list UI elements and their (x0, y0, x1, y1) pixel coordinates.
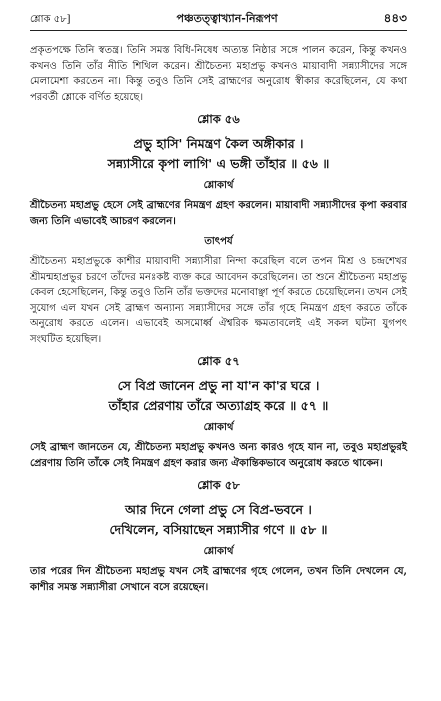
verse-56-purport: শ্রীচৈতন্য মহাপ্রভুকে কাশীর মায়াবাদী সন্ন্যাসীরা নিন্দা করেছিল বলে তপন মিশ্র ও চন্দ্রশেখর শ্রীমন্মহাপ্রভুর চরণে তাঁদের মনঃকষ্ট ব্যক্ত করে আবেদন করেছিলেন। তা শুনে শ্রীচৈতন্য মহাপ্রভু কেবল হেসেছিলেন, কিন্তু তবুও তিনি তাঁর ভক্তদের মনোবাঞ্ছা পূর্ণ করতে চেয়েছিলেন। তখন সেই সুযোগ এল যখন সেই ব্রাহ্মণ অন্যান্য সন্ন্যাসীদের সঙ্গে তাঁর গৃহে নিমন্ত্রণ গ্রহণ করতে তাঁকে অনুরোধ করতে এলেন। এভাবেই অসমোর্ধ্ব ঐশ্বরিক ক্ষমতাবলেই এই সকল ঘটনা যুগপৎ সংঘটিত হয়েছিল। (30, 256, 407, 345)
running-header (30, 10, 407, 31)
verse-58-text (30, 500, 407, 540)
verse-58-translation: তার পরের দিন শ্রীচৈতন্য মহাপ্রভু যখন সেই ব্রাহ্মণের গৃহে গেলেন, তখন তিনি দেখলেন যে, কাশীর সমস্ত সন্ন্যাসীরা সেখানে বসে রয়েছেন। (30, 566, 407, 593)
verse-58-line-1: আর দিনে গেলা প্রভু সে বিপ্র-ভবনে । (125, 502, 312, 517)
verse-58-heading: শ্লোক ৫৮ (197, 478, 240, 492)
verse-57-line-1: সে বিপ্র জানেন প্রভু না যা'ন কা'র ঘরে । (117, 378, 320, 393)
verse-56-purport-label: তাৎপর্য (204, 236, 233, 247)
verse-56-line-1: প্রভু হাসি' নিমন্ত্রণ কৈল অঙ্গীকার । (133, 136, 304, 151)
verse-56-translation: শ্রীচৈতন্য মহাপ্রভু হেসে সেই ব্রাহ্মণের নিমন্ত্রণ গ্রহণ করলেন। মায়াবাদী সন্ন্যাসীদের কৃপা করবার জন্য তিনি এভাবেই আচরণ করলেন। (30, 200, 407, 227)
verse-58-translation-label: শ্লোকার্থ (203, 546, 234, 557)
verse-56-text (30, 134, 407, 174)
header-verse-ref: শ্লোক ৫৮] (30, 14, 71, 25)
verse-57-line-2: তাঁহার প্রেরণায় তাঁরে অত্যাগ্রহ করে ॥ ৫৭ ॥ (108, 398, 329, 413)
verse-57-heading: শ্লোক ৫৭ (197, 354, 240, 368)
verse-58-line-2: দেখিলেন, বসিয়াছেন সন্ন্যাসীর গণে ॥ ৫৮ ॥ (109, 522, 328, 537)
verse-56-heading: শ্লোক ৫৬ (197, 112, 240, 126)
intro-paragraph: প্রকৃতপক্ষে তিনি স্বতন্ত্র। তিনি সমস্ত বিধি-নিষেধ অত্যন্ত নিষ্ঠার সঙ্গে পালন করেন, কিন্তু কখনও কখনও তিনি তাঁর নীতি শিথিল করেন। শ্রীচৈতন্য মহাপ্রভু কখনও মায়াবাদী সন্ন্যাসীদের সঙ্গে মেলামেশা করতেন না। কিন্তু তবুও তিনি সেই ব্রাহ্মণের অনুরোধ স্বীকার করেছিলেন, যে কথা পরবর্তী শ্লোকে বর্ণিত হয়েছে। (30, 45, 407, 103)
verse-57-translation-label: শ্লোকার্থ (203, 422, 234, 433)
verse-56-translation-label: শ্লোকার্থ (203, 180, 234, 191)
verse-57-translation: সেই ব্রাহ্মণ জানতেন যে, শ্রীচৈতন্য মহাপ্রভু কখনও অন্য কারও গৃহে যান না, তবুও মহাপ্রভুরই প্রেরণায় তিনি তাঁকে সেই নিমন্ত্রণ গ্রহণ করার জন্য ঐকান্তিকভাবে অনুরোধ করতে থাকেন। (30, 442, 407, 469)
header-chapter-title: পঞ্চতত্ত্বাখ্যান-নিরূপণ (176, 12, 278, 25)
verse-57-text (30, 376, 407, 416)
verse-56-line-2: সন্ন্যাসীরে কৃপা লাগি' এ ভঙ্গী তাঁহার ॥ ৫৬ ॥ (107, 156, 330, 171)
header-page-number: ৪৪৩ (383, 11, 407, 25)
